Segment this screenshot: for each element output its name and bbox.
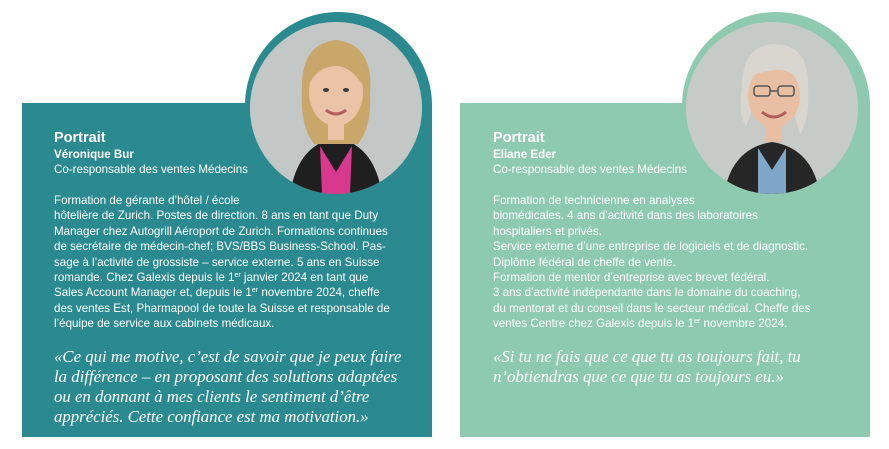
bio-line: hospitaliers et privés.: [493, 224, 602, 238]
bio-line: sage à l’activité de grossiste – service externe. 5 ans en Suisse: [54, 255, 380, 269]
quote-line: n’obtiendras que ce que tu as toujours eu.»: [493, 367, 784, 386]
bio-line: Sales Account Manager et, depuis le 1er novembre 2024, cheffe: [54, 286, 380, 300]
bio-line: hôtelière de Zurich. Postes de direction. 8 ans en tant que Duty: [54, 209, 379, 223]
quote-text: [493, 347, 865, 387]
bio-line: Formation de gérante d’hôtel / école: [54, 194, 240, 207]
portrait-heading: Portrait: [493, 130, 545, 146]
bio-line: romande. Chez Galexis depuis le 1er janvier 2024 en tant que: [54, 271, 369, 285]
person-name: Véronique Bur: [54, 148, 134, 161]
bio-line: ventes Centre chez Galexis depuis le 1er novembre 2024.: [493, 317, 788, 331]
bio-line: des ventes Est, Pharmapool de toute la Suisse et responsable de: [54, 301, 390, 315]
bio-line: de secrétaire de médecin-chef; BVS/BBS Business-School. Pas-: [54, 240, 386, 254]
quote-line: «Ce qui me motive, c’est de savoir que je peux faire: [54, 347, 402, 366]
quote-line: la différence – en proposant des solutions adaptées: [54, 367, 398, 386]
quote-line: «Si tu ne fais que ce que tu as toujours fait, tu: [493, 347, 801, 366]
bio-line: biomédicales. 4 ans d’activité dans des laboratoires: [493, 209, 758, 223]
bio-text: [54, 193, 424, 332]
bio-text: [493, 193, 863, 332]
quote-line: appréciés. Cette confiance est ma motivation.»: [54, 407, 369, 426]
quote-line: ou en donnant à mes clients le sentiment d’être: [54, 387, 370, 406]
bio-line: Diplôme fédéral de cheffe de vente.: [493, 255, 676, 269]
portrait-heading: Portrait: [54, 130, 106, 146]
bio-line: l’équipe de service aux cabinets médicaux.: [54, 317, 275, 331]
person-name: Eliane Eder: [493, 148, 557, 161]
person-role: Co-responsable des ventes Médecins: [54, 163, 248, 176]
bio-line: Formation de mentor d’entreprise avec brevet fédéral.: [493, 271, 770, 285]
bio-line: Formation de technicienne en analyses: [493, 194, 695, 207]
quote-text: [54, 347, 426, 427]
bio-line: du mentorat et du conseil dans le secteur médical. Cheffe des: [493, 301, 811, 315]
bio-line: 3 ans d’activité indépendante dans le domaine du coaching,: [493, 286, 801, 300]
bio-line: Manager chez Autogrill Aéroport de Zurich. Formations continues: [54, 224, 388, 238]
person-role: Co-responsable des ventes Médecins: [493, 163, 687, 176]
bio-line: Service externe d’une entreprise de logiciels et de diagnostic.: [493, 240, 809, 254]
